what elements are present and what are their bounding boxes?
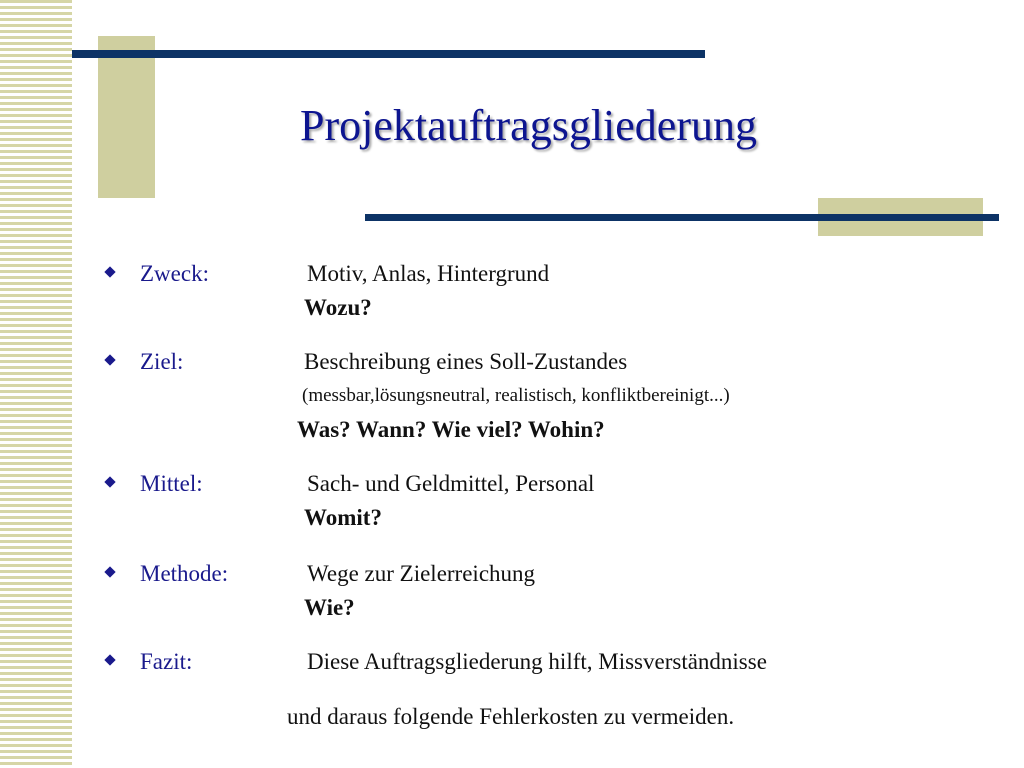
bullet-icon bbox=[104, 354, 115, 365]
decor-bar-top bbox=[72, 50, 705, 58]
item-question-methode: Wie? bbox=[304, 595, 355, 620]
bullet-icon bbox=[104, 476, 115, 487]
item-label-fazit: Fazit: bbox=[140, 649, 193, 674]
item-label-methode: Methode: bbox=[140, 561, 229, 586]
bullet-icon bbox=[104, 654, 115, 665]
item-note-ziel: (messbar,lösungsneutral, realistisch, konfliktbereinigt...) bbox=[302, 385, 730, 406]
bullet-icon bbox=[104, 566, 115, 577]
item-question-mittel: Womit? bbox=[304, 505, 382, 530]
decor-bar-right bbox=[365, 214, 999, 221]
item-value-zweck: Motiv, Anlas, Hintergrund bbox=[307, 261, 550, 286]
decor-block-top bbox=[98, 36, 155, 198]
slide-title: Projektauftragsgliederung bbox=[300, 101, 757, 150]
item-label-mittel: Mittel: bbox=[140, 471, 203, 496]
item-value-mittel: Sach- und Geldmittel, Personal bbox=[307, 471, 595, 496]
item-value-fazit: Diese Auftragsgliederung hilft, Missverständnisse bbox=[307, 649, 767, 674]
striped-left-border bbox=[0, 0, 72, 768]
item-question-zweck: Wozu? bbox=[304, 295, 372, 320]
item-value-methode: Wege zur Zielerreichung bbox=[307, 561, 536, 586]
bullet-icon bbox=[104, 266, 115, 277]
item-label-ziel: Ziel: bbox=[140, 349, 184, 374]
item-label-zweck: Zweck: bbox=[140, 261, 209, 286]
item-continuation-fazit: und daraus folgende Fehlerkosten zu vermeiden. bbox=[287, 704, 735, 729]
item-value-ziel: Beschreibung eines Soll-Zustandes bbox=[304, 349, 628, 374]
item-question-ziel: Was? Wann? Wie viel? Wohin? bbox=[297, 417, 605, 442]
